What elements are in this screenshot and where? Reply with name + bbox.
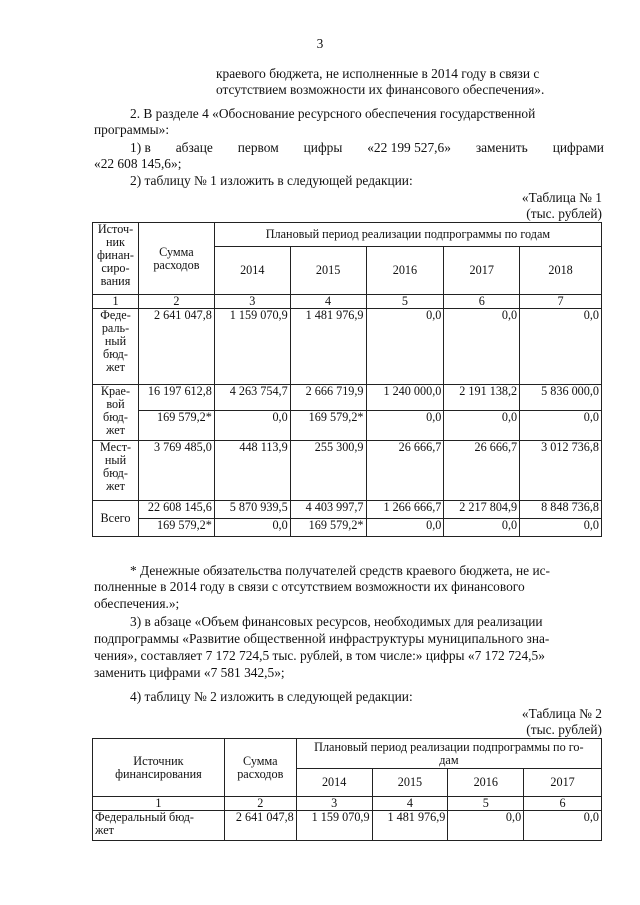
word: цифры [303,140,343,155]
row-label-federal [93,309,139,385]
value-cell: 0,0 [520,411,602,441]
value-cell: 0,0 [448,811,524,841]
label-line: жет [105,479,125,493]
value-cell: 22 608 145,6 [138,501,214,519]
value-cell: 1 240 000,0 [366,385,444,411]
year-cell: 2016 [366,247,444,295]
value-cell: 4 403 997,7 [290,501,366,519]
header-source-line: Источ- [97,222,134,236]
value-cell: 255 300,9 [290,441,366,501]
table-header-row [93,223,602,247]
value-cell: 1 159 070,9 [296,811,372,841]
value-cell: 5 870 939,5 [214,501,290,519]
row-label-local [93,441,139,501]
label-line: бюд- [103,347,128,361]
header-source [93,223,139,295]
row-label-regional [93,385,139,441]
value-cell: 169 579,2* [138,411,214,441]
table-row-federal [93,309,602,385]
page-number: 3 [316,36,324,51]
value-cell: 8 848 736,8 [520,501,602,519]
header-period: Плановый период реализации подпрограммы по годам [214,223,601,247]
item2-4-line: 4) таблицу № 2 изложить в следующей редакции: [130,689,413,704]
intro-line-2: отсутствием возможности их финансового обеспечения». [216,82,545,97]
table-colnum-row [93,295,602,309]
item2-line-2: программы»: [94,122,170,137]
header-sum [224,739,296,797]
table2-row-federal [93,811,602,841]
year-cell: 2015 [372,769,448,797]
colnum-cell: 3 [296,797,372,811]
label-line: раль- [101,321,130,335]
header-source-line: финансирования [115,766,202,781]
label-line: Крае- [100,384,131,398]
item2-3-line-4: заменить цифрами «7 581 342,5»; [94,665,285,680]
header-source-line: вания [100,274,131,288]
item2-3-line-2: подпрограммы «Развитие общественной инфраструктуры муниципального зна- [94,631,550,646]
value-cell: 2 666 719,9 [290,385,366,411]
value-cell: 1 481 976,9 [372,811,448,841]
header-period-line: дам [439,752,459,767]
word: абзаце [175,140,213,155]
footnote-line-3: обеспечения.»; [94,596,180,611]
label-line: ный [104,453,127,467]
value-cell: 16 197 612,8 [138,385,214,411]
label-line: жет [95,823,114,837]
value-cell: 3 769 485,0 [138,441,214,501]
row-label-federal [93,811,225,841]
colnum-cell: 7 [520,295,602,309]
year-cell: 2018 [520,247,602,295]
label-line: Федеральный бюд- [95,810,194,824]
word: заменить [475,140,528,155]
value-cell: 3 012 736,8 [520,441,602,501]
value-cell: 1 266 666,7 [366,501,444,519]
value-cell: 0,0 [520,519,602,537]
header-source [93,739,225,797]
year-cell: 2016 [448,769,524,797]
item2-line-1: 2. В разделе 4 «Обоснование ресурсного обеспечения государственной [130,106,536,121]
colnum-cell: 1 [93,295,139,309]
table2-colnum-row [93,797,602,811]
table-2 [92,738,602,841]
value-cell: 169 579,2* [290,519,366,537]
value-cell: 2 191 138,2 [444,385,520,411]
label-line: жет [105,360,125,374]
word: «22 199 527,6» [367,140,451,155]
value-cell: 2 641 047,8 [138,309,214,385]
table2-units: (тыс. рублей) [526,722,602,737]
item2-1-line [130,140,604,156]
colnum-cell: 1 [93,797,225,811]
table-row-regional [93,385,602,411]
year-cell: 2014 [214,247,290,295]
header-period [296,739,601,769]
value-cell: 0,0 [214,519,290,537]
value-cell: 448 113,9 [214,441,290,501]
colnum-cell: 4 [372,797,448,811]
table-row-total [93,501,602,519]
label-line: ный [104,334,127,348]
value-cell: 0,0 [444,411,520,441]
value-cell: 5 836 000,0 [520,385,602,411]
label-line: бюд- [103,410,128,424]
value-cell: 0,0 [366,519,444,537]
header-source-line: Источник [133,753,184,768]
value-cell: 2 641 047,8 [224,811,296,841]
value-cell: 0,0 [214,411,290,441]
year-cell: 2017 [524,769,602,797]
colnum-cell: 5 [448,797,524,811]
value-cell: 0,0 [520,309,602,385]
colnum-cell: 2 [138,295,214,309]
colnum-cell: 6 [444,295,520,309]
item2-3-line-3: чения», составляет 7 172 724,5 тыс. рублей, в том числе:» цифры «7 172 724,5» [94,648,545,663]
header-sum-line: Сумма [159,244,194,259]
table1-units: (тыс. рублей) [526,206,602,221]
colnum-cell: 5 [366,295,444,309]
value-cell: 26 666,7 [366,441,444,501]
value-cell: 0,0 [444,519,520,537]
header-source-line: ник [106,235,125,249]
item2-3-line-1: 3) в абзаце «Объем финансовых ресурсов, необходимых для реализации [130,614,543,629]
value-cell: 4 263 754,7 [214,385,290,411]
year-cell: 2017 [444,247,520,295]
table-row-total-2 [93,519,602,537]
header-source-line: сиро- [101,261,130,275]
table-1 [92,222,602,537]
colnum-cell: 6 [524,797,602,811]
header-sum-line: Сумма [243,753,278,768]
value-cell: 1 159 070,9 [214,309,290,385]
year-cell: 2014 [296,769,372,797]
value-cell: 26 666,7 [444,441,520,501]
value-cell: 0,0 [524,811,602,841]
label-line: бюд- [103,466,128,480]
table1-caption: «Таблица № 1 [521,190,602,205]
table-row-local [93,441,602,501]
header-period-line: Плановый период реализации подпрограммы по го- [314,739,584,754]
label-line: вой [106,397,125,411]
value-cell: 169 579,2* [290,411,366,441]
item2-1-line-2: «22 608 145,6»; [94,156,182,171]
item2-2-line: 2) таблицу № 1 изложить в следующей редакции: [130,173,413,188]
value-cell: 0,0 [366,309,444,385]
colnum-cell: 3 [214,295,290,309]
word: первом [237,140,279,155]
colnum-cell: 4 [290,295,366,309]
table2-header-row [93,739,602,769]
header-sum-line: расходов [153,257,200,272]
word: цифрами [552,140,604,155]
label-line: Феде- [100,308,131,322]
value-cell: 0,0 [444,309,520,385]
label-line: Мест- [99,440,132,454]
value-cell: 0,0 [366,411,444,441]
colnum-cell: 2 [224,797,296,811]
header-sum-line: расходов [237,766,284,781]
label-line: жет [105,423,125,437]
header-sum [138,223,214,295]
footnote-line-1: * Денежные обязательства получателей средств краевого бюджета, не ис- [130,563,551,578]
row-label-total: Всего [93,501,139,537]
intro-line-1: краевого бюджета, не исполненные в 2014 году в связи с [216,66,540,81]
value-cell: 169 579,2* [138,519,214,537]
table2-caption: «Таблица № 2 [521,706,602,721]
word: 1) в [130,140,151,155]
table-row-regional-2 [93,411,602,441]
footnote-line-2: полненные в 2014 году в связи с отсутствием возможности их финансового [94,579,525,594]
value-cell: 2 217 804,9 [444,501,520,519]
value-cell: 1 481 976,9 [290,309,366,385]
header-source-line: финан- [97,248,134,262]
year-cell: 2015 [290,247,366,295]
